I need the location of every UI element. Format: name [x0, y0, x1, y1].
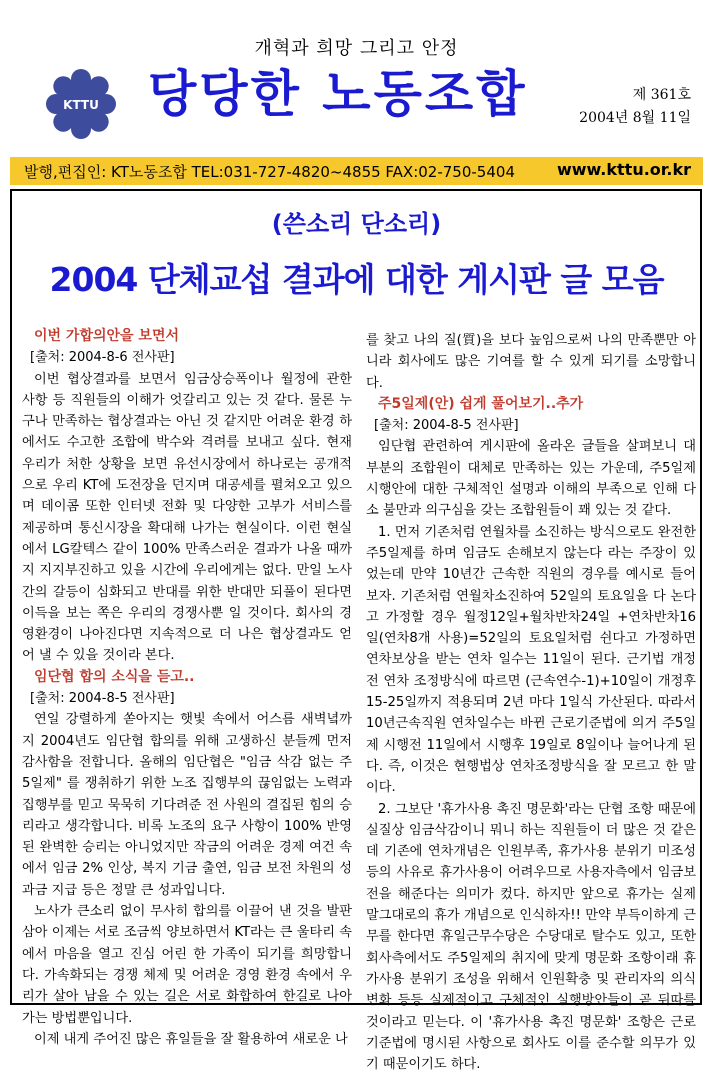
paragraph: 이번 협상결과를 보면서 임금상승폭이나 월정에 관한 사항 등 직원들의 이해가 엇갈리고 있는 것 같다. 물론 누구나 만족하는 협상결과는 아닌 것 같지만 어려운 환경 하에서도 수고한 조합에 박수와 격려를 보내고 싶다. 현재 우리가 처한 상황을 보면 유선시장에서 하나로는 공개적으로 우리 KT에 도전장을 던지며 대공세를 펼쳐오고 있으며 데이콤 또한 인터넷 전화 및 다양한 고부가 서비스를 제공하며 통신시장을 확대해 나가는 현실이다. 이런 현실에서 LG칼텍스 같이 100% 만족스러운 결과가 나올 때까지 지지부진하고 있을 시간에 우리에게는 없다. 만일 노사간의 갈등이 심화되고 반대를 위한 반대만 되풀이 된다면 이득을 보는 쪽은 우리의 경쟁사뿐 일 것이다. 회사의 경영환경이 나아진다면 지속적으로 더 나은 협상결과도 얻어 낼 수 있을 것이라 본다. — [22, 371, 352, 664]
paragraph: 노사가 큰소리 없이 무사히 합의를 이끌어 낸 것을 발판 삼아 이제는 서로 조금씩 양보하면서 KT라는 큰 울타리 속에서 마음을 열고 진심 어린 한 가족이 되기를 희망합니다. 가속화되는 경쟁 체제 및 어려운 경영 환경 속에서 우리가 살아 남을 수 있는 길은 서로 화합하여 한길로 나아가는 방법뿐입니다. — [22, 904, 352, 1026]
left-column — [22, 326, 352, 1050]
logo-text: KTTU — [63, 98, 99, 112]
section-heading: 이번 가합의안을 보면서 — [34, 328, 179, 344]
paragraph: 연일 강렬하게 쏟아지는 햇빛 속에서 어스름 새벽녘까지 2004년도 임단협 합의를 위해 고생하신 분들께 먼저 감사함을 전합니다. 올해의 임단협은 "임금 삭감 없는 주 5일제" 를 쟁취하기 위한 노조 집행부의 끊임없는 노력과 집행부를 믿고 묵묵히 기다려준 전 사원의 결집된 힘의 승리라고 생각합니다. 비록 노조의 요구 사항이 100% 반영된 완벽한 승리는 아니었지만 작금의 어려운 경제 여건 속에서 임금 2% 인상, 복지 기금 출연, 임금 보전 차원의 성과금 지급 등은 정말 큰 성과입니다. — [22, 712, 352, 898]
source-line: [출처: 2004-8-5 전사판] — [30, 691, 175, 707]
publisher-info: 발행,편집인: KT노동조합 TEL:031-727-4820~4855 FAX:02-750-5404 — [24, 163, 515, 181]
source-line: [출처: 2004-8-6 전사판] — [30, 350, 175, 366]
article-headline: 2004 단체교섭 결과에 대한 게시판 글 모음 — [49, 260, 664, 299]
article-subtitle: (쓴소리 단소리) — [271, 210, 442, 238]
paragraph: 1. 먼저 기존처럼 연월차를 소진하는 방식으로도 완전한 주5일제를 하며 임금도 손해보지 않는다 라는 주장이 있었는데 만약 10년간 근속한 직원의 경우를 예시로 들어 보자. 기존처럼 연월차소진하여 52일의 토요일을 다 논다고 가정할 경우 월정12일+월차반차24일 +연차반차16일(연차8개 사용)=52일의 토요일처럼 쉰다고 가정하면 연차보상을 받는 연차 일수는 11일이 된다. 근기법 개정전 연차 조정방식에 따르면 (근속연수-1)+10일이 개정후 15-25일까지 적용되며 2년 마다 1일식 가산된다. 따라서 10년근속직원 연차일수는 바뀐 근로기준법에 의거 주5일제 시행전 11일에서 시행후 19일로 8일이나 늘어나게 된다. 즉, 이것은 현행법상 연차조정방식을 잘 모르고 한 말이다. — [366, 524, 696, 796]
issue-info — [579, 84, 691, 130]
website-link[interactable]: www.kttu.or.kr — [556, 160, 691, 179]
source-line: [출처: 2004-8-5 전사판] — [374, 418, 519, 434]
masthead — [0, 0, 713, 157]
right-column — [366, 330, 696, 1075]
section-heading: 임단협 합의 소식을 듣고.. — [34, 668, 195, 685]
newsletter-title: 당당한 노동조합 — [148, 65, 528, 123]
paragraph: 를 찾고 나의 질(質)을 보다 높임으로써 나의 만족뿐만 아니라 회사에도 많은 기여를 할 수 있게 되기를 소망합니다. — [366, 333, 696, 391]
paragraph: 2. 그보단 '휴가사용 촉진 명문화'라는 단협 조항 때문에 실질상 임금삭감이니 뭐니 하는 직원들이 더 많은 것 같은데 기존에 연차개념은 인원부족, 휴가사용 분위기 미조성 등의 사유로 휴가사용이 어려우므로 사용자측에서 임금보전을 해준다는 의미가 컸다. 하지만 앞으로 휴가는 실제 말그대로의 휴가 개념으로 인식하자!! 만약 부득이하게 근무를 한다면 휴일근무수당은 수당대로 탈수도 있고, 또한 회사측에서도 주5일제의 취지에 맞게 명문화 조항이래 휴가사용 분위기 조성을 위해서 인원확충 및 관리자의 의식 변화 등등 실제적이고 구체적인 실행방안들이 곧 뒤따를 것이라고 믿는다. 이 '휴가사용 촉진 명문화' 조항은 근로기준법에 명시된 사항으로 회사도 이를 준수할 의무가 있기 때문이기도 하다. — [366, 801, 696, 1073]
section-heading: 주5일제(안) 쉽게 풀어보기..추가 — [378, 395, 584, 412]
issue-date: 2004년 8월 11일 — [579, 110, 691, 126]
paragraph: 임단협 관련하여 게시판에 올라온 글들을 살펴보니 대부분의 조합원이 대체로 만족하는 있는 가운데, 주5일제 시행안에 대한 구체적인 설명과 이해의 부족으로 인해 다소 불만과 의구심을 갖는 조합원들이 꽤 있는 것 같다. — [366, 439, 696, 519]
publisher-band — [10, 157, 703, 185]
paragraph: 이제 내게 주어진 많은 휴일들을 잘 활용하여 새로운 나 — [34, 1031, 348, 1047]
slogan: 개혁과 희망 그리고 안정 — [254, 38, 459, 59]
kttu-logo-icon — [47, 70, 115, 138]
issue-number: 제 361호 — [632, 87, 691, 103]
